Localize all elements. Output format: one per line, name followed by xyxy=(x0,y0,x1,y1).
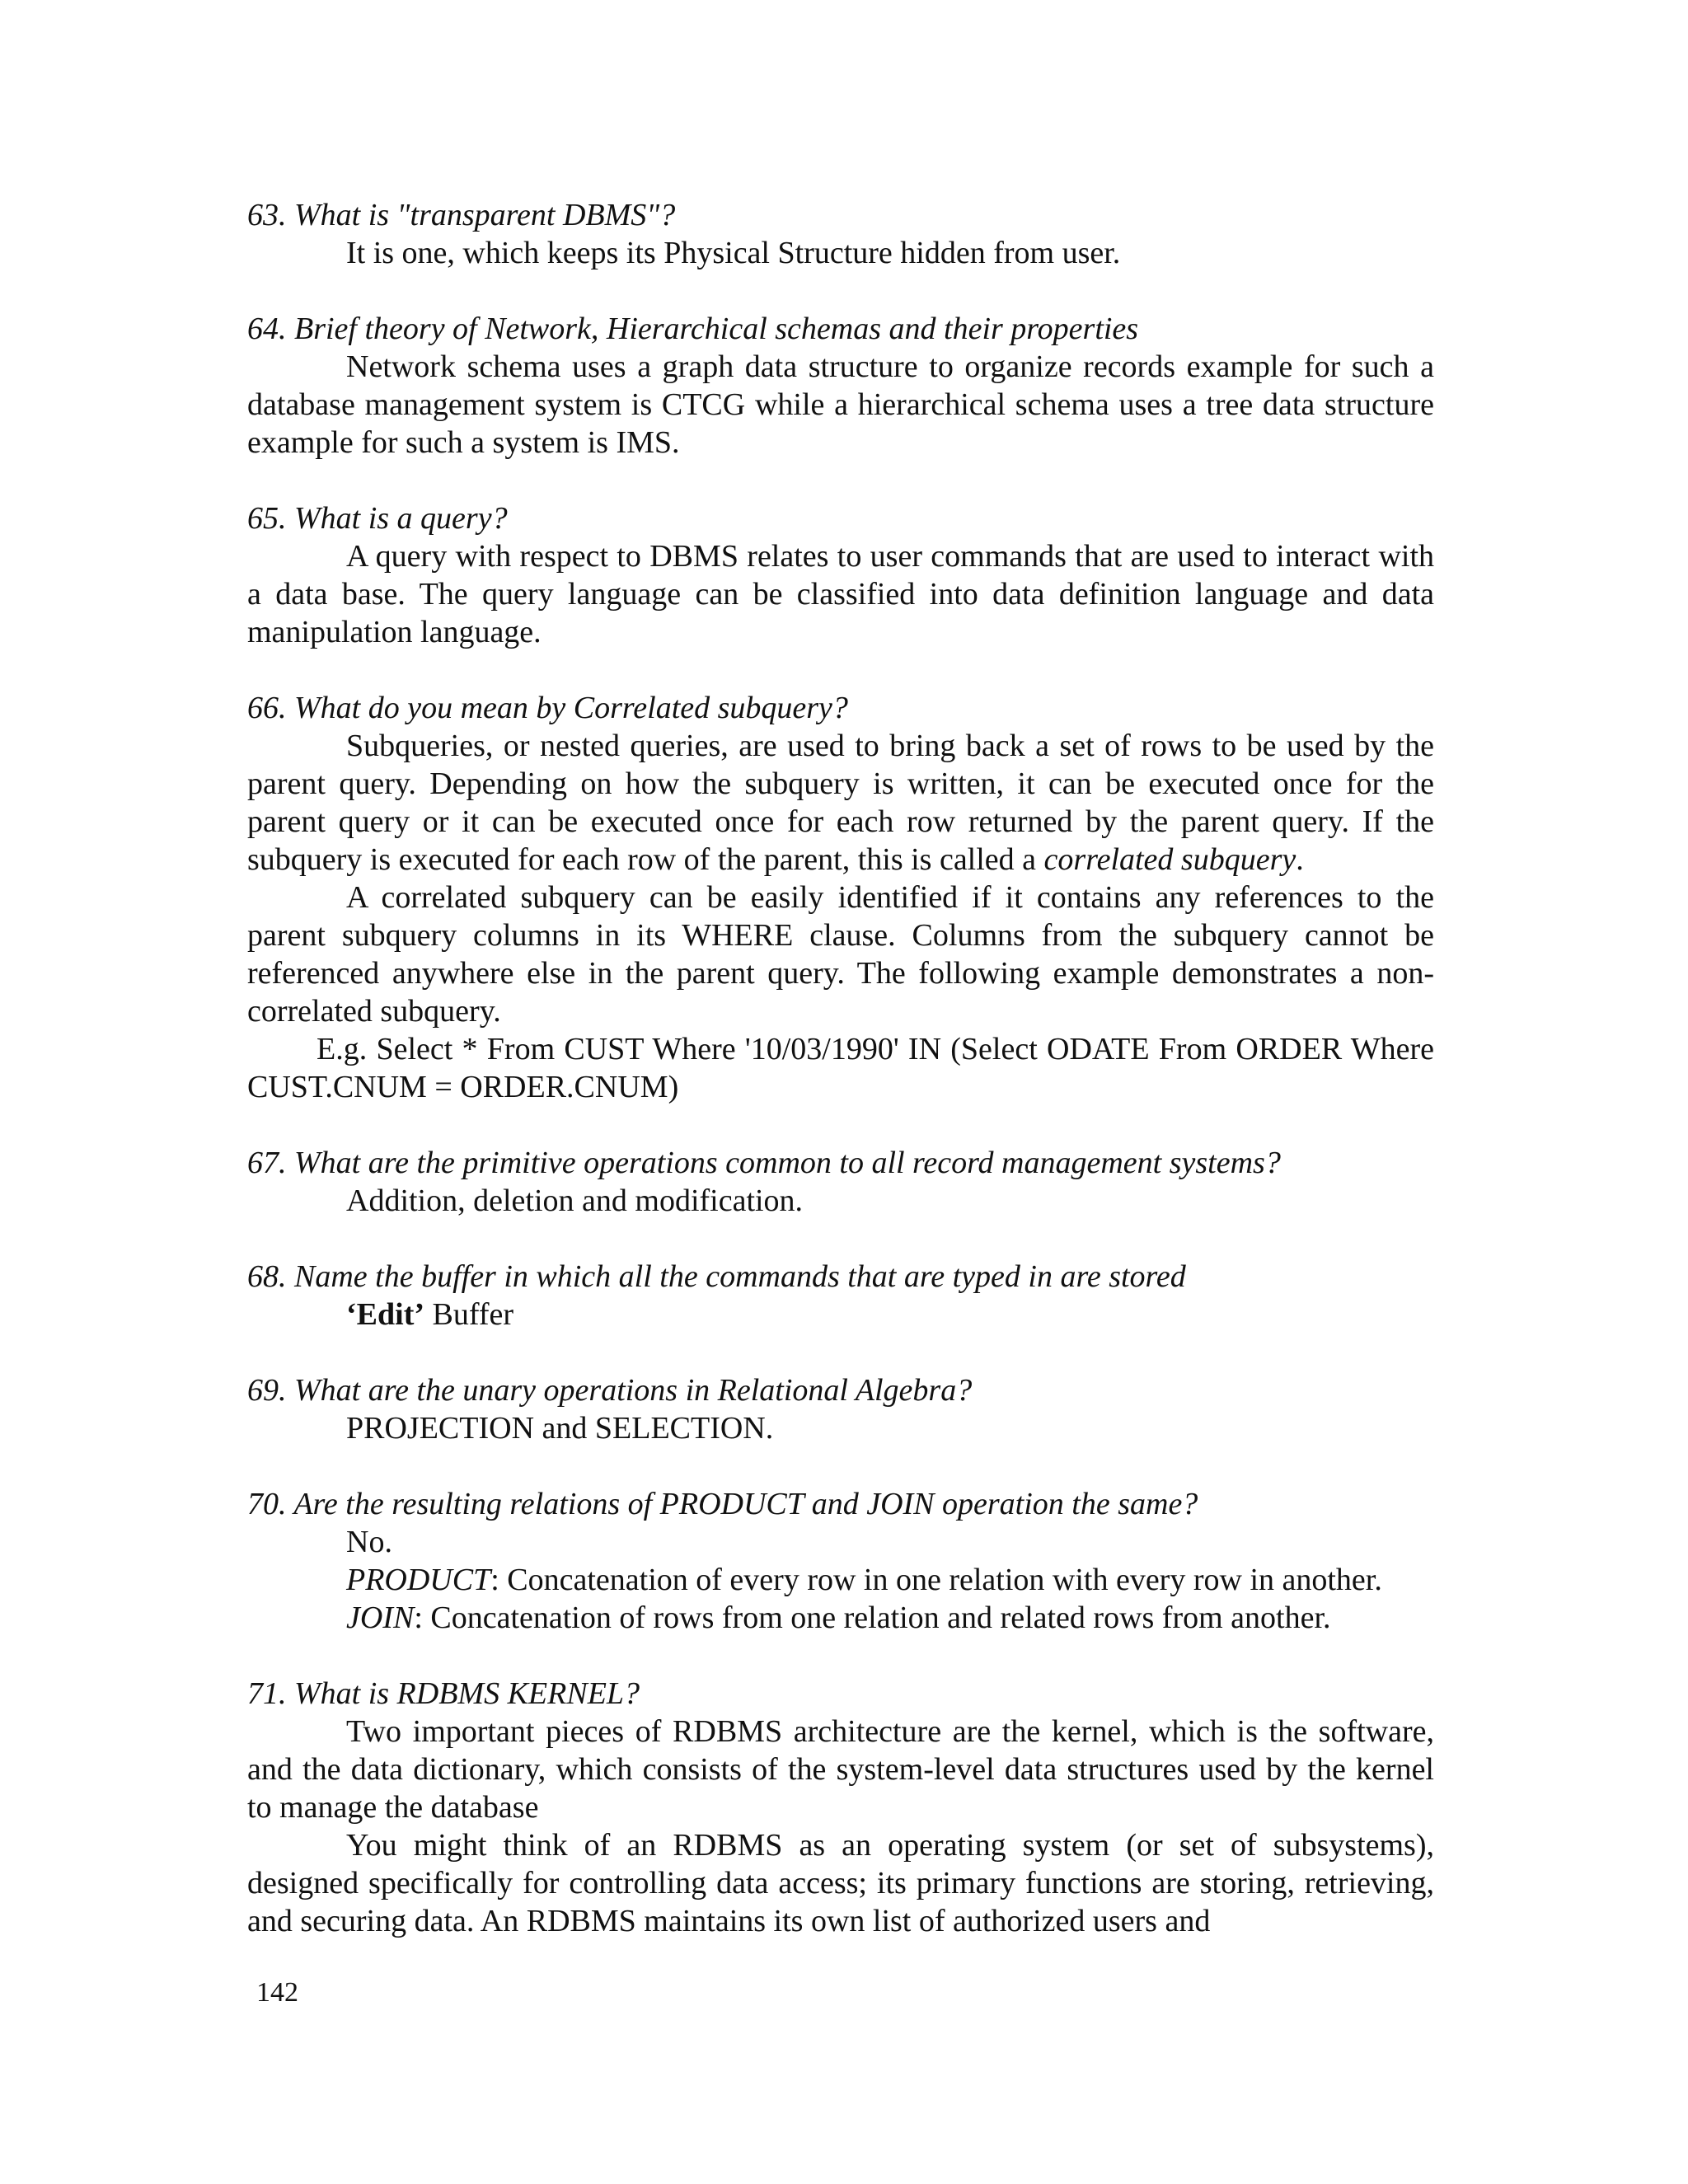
document-page xyxy=(247,196,1434,1978)
question-title: 68. Name the buffer in which all the commands that are typed in are stored xyxy=(247,1259,1186,1294)
question-68 xyxy=(247,1258,1434,1333)
answer-text: Subqueries, or nested queries, are used to bring back a set of rows to be used by the parent query. Depending on how the subquery is written, it can be executed once for the parent query or it can be executed once for each row returned by the parent query. If the subquery is executed for each row of the parent, this is called a xyxy=(247,729,1434,877)
question-title: 70. Are the resulting relations of PRODUCT and JOIN operation the same? xyxy=(247,1487,1198,1521)
product-term: PRODUCT xyxy=(346,1563,491,1597)
join-text: : Concatenation of rows from one relation and related rows from another. xyxy=(414,1601,1331,1635)
product-definition xyxy=(247,1561,1434,1599)
answer-paragraph: Network schema uses a graph data structure to organize records example for such a database management system is CTCG while a hierarchical schema uses a tree data structure example for such a system is IMS. xyxy=(247,349,1434,460)
page-number: 142 xyxy=(256,1977,298,2008)
answer-text-end: . xyxy=(1296,842,1304,877)
emphasis-term: correlated subquery xyxy=(1043,842,1296,877)
answer-paragraph: No. xyxy=(346,1525,392,1559)
question-title: 67. What are the primitive operations common to all record management systems? xyxy=(247,1146,1281,1180)
question-63 xyxy=(247,196,1434,272)
answer-paragraph: A correlated subquery can be easily identified if it contains any references to the parent subquery columns in its WHERE clause. Columns from the subquery cannot be referenced anywhere else in the parent query. The following example demonstrates a non-correlated subquery. xyxy=(247,880,1434,1029)
join-term: JOIN xyxy=(346,1601,415,1635)
question-70 xyxy=(247,1485,1434,1637)
answer-paragraph: A query with respect to DBMS relates to user commands that are used to interact with a data base. The query language can be classified into data definition language and data manipulation language. xyxy=(247,539,1434,649)
question-67 xyxy=(247,1144,1434,1220)
join-definition xyxy=(247,1599,1434,1637)
question-title: 64. Brief theory of Network, Hierarchical schemas and their properties xyxy=(247,312,1139,346)
answer-text: Buffer xyxy=(424,1297,513,1332)
question-64 xyxy=(247,310,1434,462)
question-69 xyxy=(247,1371,1434,1447)
answer-paragraph xyxy=(247,1296,1434,1333)
question-title: 69. What are the unary operations in Relational Algebra? xyxy=(247,1373,973,1408)
question-title: 66. What do you mean by Correlated subquery? xyxy=(247,691,848,725)
answer-paragraph: PROJECTION and SELECTION. xyxy=(346,1411,774,1446)
answer-paragraph: You might think of an RDBMS as an operating system (or set of subsystems), designed specifically for controlling data access; its primary functions are storing, retrieving, and securing data. An RDBMS maintains its own list of authorized users and xyxy=(247,1828,1434,1938)
question-title: 63. What is "transparent DBMS"? xyxy=(247,198,676,232)
answer-paragraph: Two important pieces of RDBMS architecture are the kernel, which is the software, and the data dictionary, which consists of the system-level data structures used by the kernel to manage the database xyxy=(247,1714,1434,1825)
question-71 xyxy=(247,1675,1434,1940)
product-text: : Concatenation of every row in one relation with every row in another. xyxy=(490,1563,1382,1597)
question-66 xyxy=(247,689,1434,1106)
buffer-name: ‘Edit’ xyxy=(346,1297,424,1332)
answer-paragraph xyxy=(247,727,1434,879)
question-title: 65. What is a query? xyxy=(247,501,508,536)
answer-paragraph: It is one, which keeps its Physical Structure hidden from user. xyxy=(346,236,1121,270)
question-65 xyxy=(247,499,1434,651)
question-title: 71. What is RDBMS KERNEL? xyxy=(247,1676,640,1711)
sql-example: E.g. Select * From CUST Where '10/03/1990' IN (Select ODATE From ORDER Where CUST.CNUM = ORDER.CNUM) xyxy=(247,1032,1434,1104)
answer-paragraph: Addition, deletion and modification. xyxy=(346,1183,804,1218)
